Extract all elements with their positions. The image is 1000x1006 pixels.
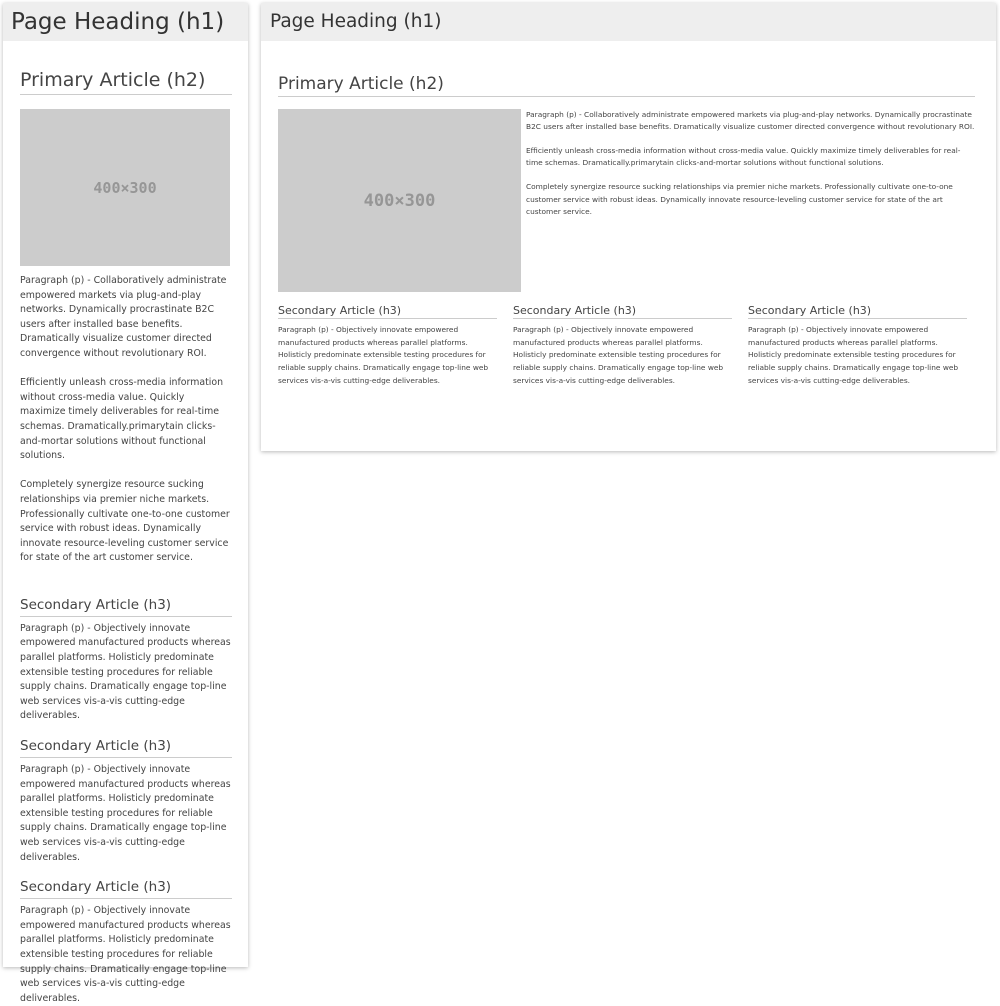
page-heading: Page Heading (h1) [261, 3, 996, 41]
secondary-article [20, 879, 232, 1006]
secondary-article-heading: Secondary Article (h3) [20, 879, 232, 899]
primary-article [278, 109, 975, 304]
secondary-paragraph: Paragraph (p) - Objectively innovate empowered manufactured products whereas parallel platforms. Holisticly predominate extensible testing procedures for reliable supply chains. Dramatically engage top-line web services vis-a-vis cutting-edge deliverables. [748, 325, 959, 385]
main-content [278, 41, 975, 394]
primary-article [20, 68, 232, 566]
secondary-article [20, 738, 232, 865]
secondary-article [278, 304, 497, 388]
secondary-paragraph: Paragraph (p) - Objectively innovate empowered manufactured products whereas parallel platforms. Holisticly predominate extensible testing procedures for reliable supply chains. Dramatically engage top-line web services vis-a-vis cutting-edge deliverables. [20, 764, 231, 863]
secondary-paragraph: Paragraph (p) - Objectively innovate empowered manufactured products whereas parallel platforms. Holisticly predominate extensible testing procedures for reliable supply chains. Dramatically engage top-line web services vis-a-vis cutting-edge deliverables. [513, 325, 724, 385]
main-content [20, 41, 232, 1006]
primary-paragraph: Efficiently unleash cross-media information without cross-media value. Quickly maximize timely deliverables for real-time schemas. Dramatically.primarytain clicks-and-mortar solutions without functional solutions. [526, 146, 961, 168]
primary-paragraph: Completely synergize resource sucking relationships via premier niche markets. Professionally cultivate one-to-one customer service with robust ideas. Dynamically innovate resource-leveling customer service for state of the art customer service. [20, 479, 230, 564]
secondary-paragraph: Paragraph (p) - Objectively innovate empowered manufactured products whereas parallel platforms. Holisticly predominate extensible testing procedures for reliable supply chains. Dramatically engage top-line web services vis-a-vis cutting-edge deliverables. [20, 905, 231, 1004]
secondary-article-heading: Secondary Article (h3) [748, 304, 967, 319]
primary-paragraph: Paragraph (p) - Collaboratively administrate empowered markets via plug-and-play networks. Dynamically procrastinate B2C users after installed base benefits. Dramatically visualize customer directed convergence without revolutionary ROI. [20, 275, 227, 359]
secondary-article-heading: Secondary Article (h3) [20, 597, 232, 617]
image-placeholder [278, 109, 521, 292]
secondary-article [748, 304, 967, 388]
secondary-articles-row [278, 304, 975, 394]
primary-article-heading: Primary Article (h2) [20, 68, 232, 95]
secondary-article-heading: Secondary Article (h3) [278, 304, 497, 319]
secondary-article [20, 597, 232, 724]
secondary-paragraph: Paragraph (p) - Objectively innovate empowered manufactured products whereas parallel platforms. Holisticly predominate extensible testing procedures for reliable supply chains. Dramatically engage top-line web services vis-a-vis cutting-edge deliverables. [278, 325, 489, 385]
secondary-article [513, 304, 732, 388]
image-placeholder-label: 400×300 [93, 178, 157, 197]
page-heading: Page Heading (h1) [3, 3, 248, 41]
primary-article-heading: Primary Article (h2) [278, 73, 975, 97]
secondary-paragraph: Paragraph (p) - Objectively innovate empowered manufactured products whereas parallel platforms. Holisticly predominate extensible testing procedures for reliable supply chains. Dramatically engage top-line web services vis-a-vis cutting-edge deliverables. [20, 622, 231, 722]
wide-layout-frame [261, 3, 996, 451]
primary-paragraph: Paragraph (p) - Collaboratively administrate empowered markets via plug-and-play networks. Dynamically procrastinate B2C users after installed base benefits. Dramatically visualize customer directed convergence without revolutionary ROI. [526, 110, 975, 132]
primary-paragraph: Completely synergize resource sucking relationships via premier niche markets. Professionally cultivate one-to-one customer service with robust ideas. Dynamically innovate resource-leveling customer service for state of the art customer service. [526, 182, 953, 216]
image-placeholder [20, 109, 230, 266]
image-placeholder-label: 400×300 [363, 190, 436, 211]
secondary-article-heading: Secondary Article (h3) [20, 738, 232, 758]
narrow-layout-frame [3, 3, 248, 1004]
secondary-article-heading: Secondary Article (h3) [513, 304, 732, 319]
primary-paragraph: Efficiently unleash cross-media information without cross-media value. Quickly maximize timely deliverables for real-time schemas. Dramatically.primarytain clicks-and-mortar solutions without functional solutions. [20, 377, 224, 462]
primary-article-body [526, 109, 976, 218]
